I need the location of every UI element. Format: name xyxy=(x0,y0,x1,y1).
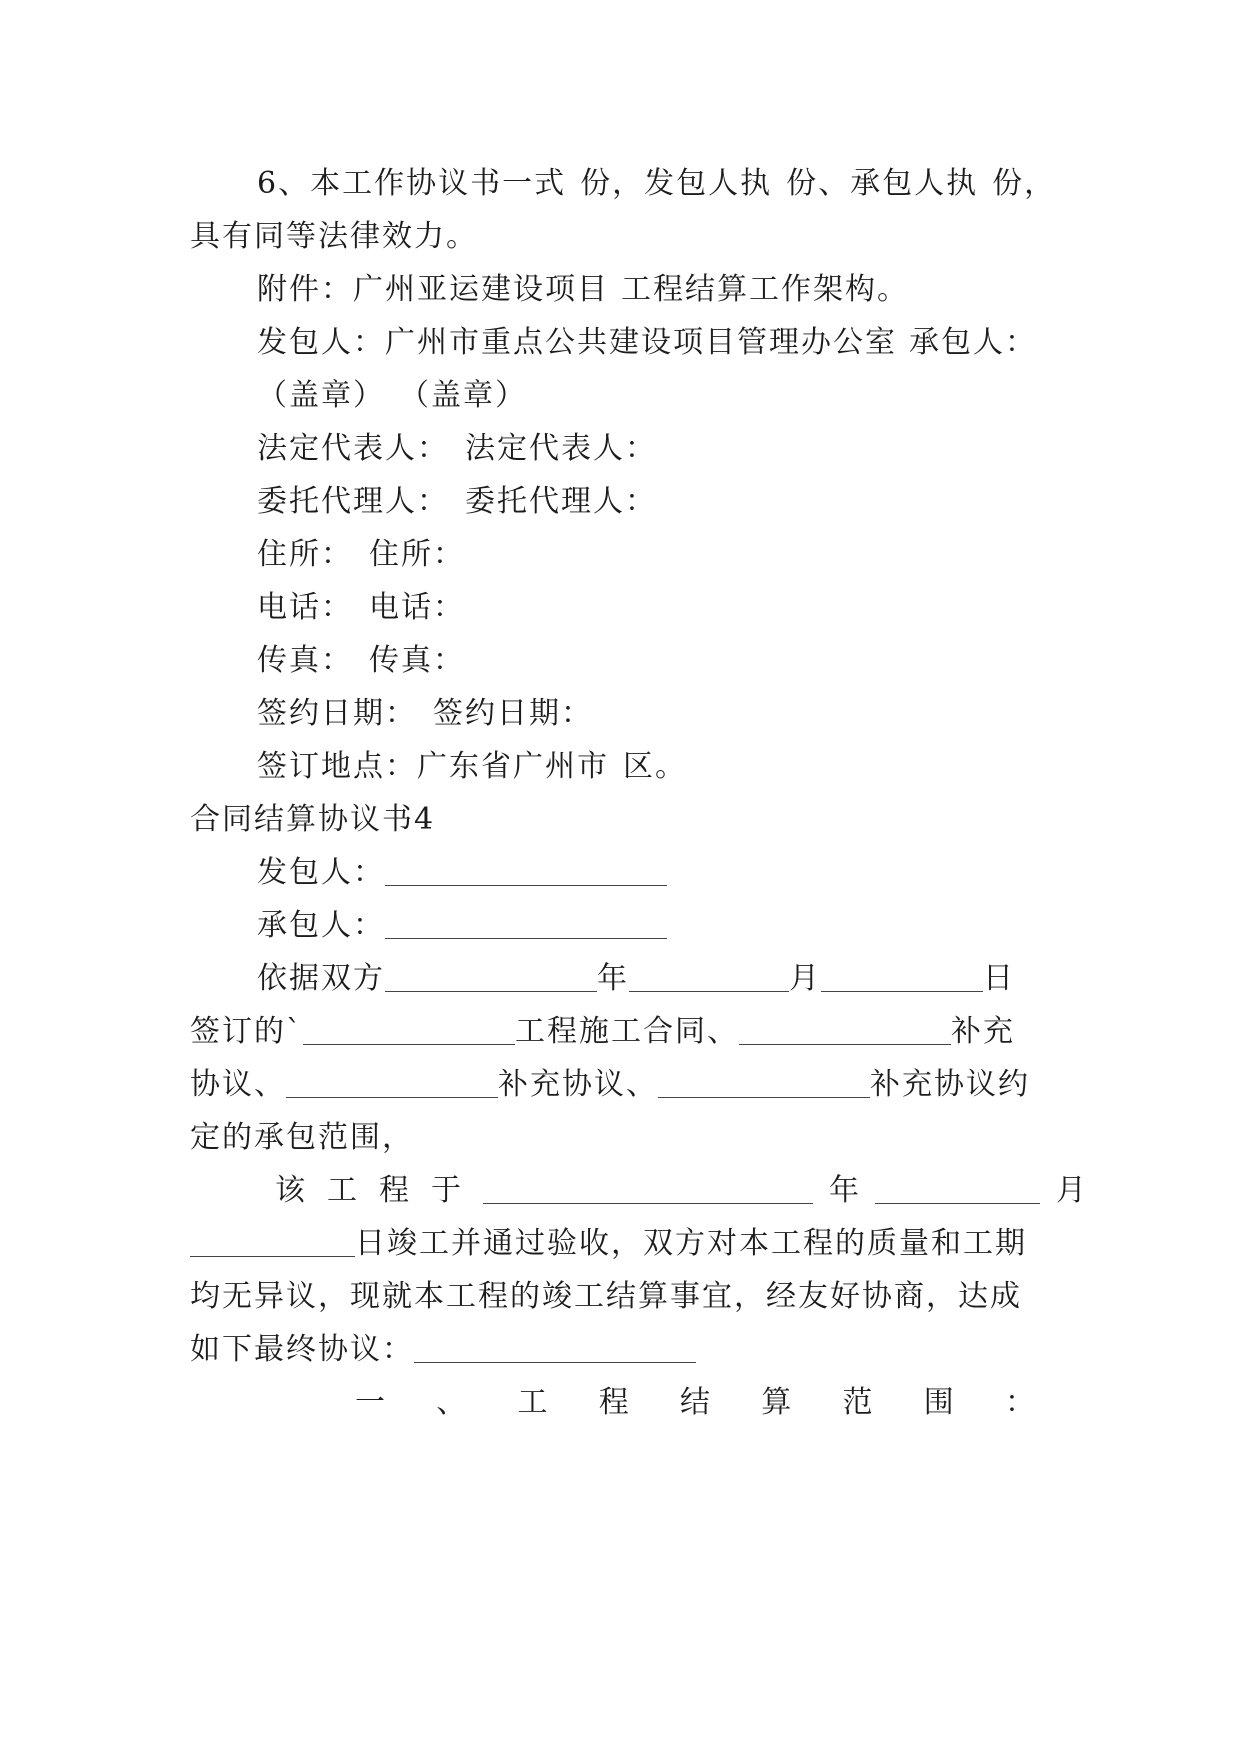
text-segment: 日竣工并通过验收，双方对本工程的质量和工期 xyxy=(355,1226,1027,1261)
text-segment: 签订地点：广东省广州市 xyxy=(257,749,609,784)
text-segment: 工程结算工作架构。 xyxy=(621,272,909,307)
text-segment: 委托代理人： xyxy=(465,484,657,519)
basis-line-4: 定的承包范围， xyxy=(190,1120,414,1155)
completion-year-blank xyxy=(483,1173,813,1204)
month-blank xyxy=(629,961,789,992)
text-segment: 附件：广州亚运建设项目 xyxy=(257,272,609,307)
contractor-blank xyxy=(385,908,667,939)
employer-label: 发包人： xyxy=(257,855,385,890)
settlement-scope-heading xyxy=(355,1383,1035,1423)
text-segment: 法定代表人： xyxy=(465,431,657,466)
heading-char: 结 xyxy=(680,1385,710,1420)
text-segment: 月 xyxy=(1056,1173,1086,1208)
text-segment: 法定代表人： xyxy=(257,431,449,466)
seal-label: （盖章） xyxy=(399,378,527,413)
year-blank xyxy=(385,961,597,992)
text-segment: 住所： xyxy=(369,537,465,572)
text-segment: 年 xyxy=(597,961,629,996)
text-segment: 年 xyxy=(829,1173,859,1208)
heading-char: 一 xyxy=(355,1385,385,1420)
seal-label: （盖章） xyxy=(257,378,385,413)
fax-line xyxy=(257,641,1057,681)
contract-blank xyxy=(303,1014,515,1045)
text-segment: 于 xyxy=(431,1173,461,1208)
basis-line-3 xyxy=(190,1065,1060,1105)
text-segment: 电话： xyxy=(369,590,465,625)
text-segment: 月 xyxy=(789,961,821,996)
day-blank xyxy=(821,961,983,992)
heading-char: ： xyxy=(1005,1385,1035,1420)
legal-rep-line xyxy=(257,429,1057,469)
text-segment: 6、本工作协议书一式 xyxy=(257,166,567,201)
completion-day-blank xyxy=(190,1226,355,1257)
signing-place-line xyxy=(257,747,1057,787)
text-segment: 电话： xyxy=(257,590,353,625)
text-segment: 程 xyxy=(379,1173,409,1208)
completion-month-blank xyxy=(875,1173,1040,1204)
text-segment: 签约日期： xyxy=(433,696,593,731)
contractor-label: 承包人： xyxy=(257,908,385,943)
text-segment: 委托代理人： xyxy=(257,484,449,519)
contractor-field-line xyxy=(257,906,1057,946)
section-heading: 合同结算协议书4 xyxy=(190,802,436,837)
supplement-blank xyxy=(739,1014,951,1045)
text-segment: 区。 xyxy=(623,749,687,784)
text-segment: 日 xyxy=(983,961,1015,996)
completion-line-3: 均无异议，现就本工程的竣工结算事宜，经友好协商，达成 xyxy=(190,1279,1022,1314)
phone-line xyxy=(257,588,1057,628)
text-segment: 该 xyxy=(275,1173,305,1208)
attachment-line xyxy=(257,270,1057,310)
text-segment: 补充协议约 xyxy=(870,1067,1030,1102)
text-segment: 份、承包人执 xyxy=(786,166,979,201)
supplement-blank xyxy=(286,1067,498,1098)
heading-char: 、 xyxy=(436,1385,467,1420)
text-segment: 如下最终协议： xyxy=(190,1332,414,1367)
employer-name: 发包人：广州市重点公共建设项目管理办公室 xyxy=(257,325,897,360)
heading-char: 工 xyxy=(517,1385,548,1420)
basis-line-1 xyxy=(257,959,1057,999)
heading-char: 算 xyxy=(761,1385,792,1420)
text-segment: 传真： xyxy=(369,643,465,678)
employer-blank xyxy=(385,855,667,886)
text-segment: 协议、 xyxy=(190,1067,286,1102)
completion-line-4 xyxy=(190,1330,1060,1370)
text-segment: 签订的` xyxy=(190,1014,303,1049)
text-segment: 依据双方 xyxy=(257,961,385,996)
basis-line-2 xyxy=(190,1012,1060,1052)
heading-char: 围 xyxy=(923,1385,954,1420)
text-segment: 传真： xyxy=(257,643,353,678)
signing-date-line xyxy=(257,694,1057,734)
seal-line xyxy=(257,376,1057,416)
heading-char: 范 xyxy=(842,1385,873,1420)
text-segment: 工 xyxy=(327,1173,357,1208)
contractor-label: 承包人： xyxy=(909,325,1037,360)
text-segment: 住所： xyxy=(257,537,353,572)
text-segment: 签约日期： xyxy=(257,696,417,731)
supplement-blank xyxy=(658,1067,870,1098)
agreement-blank xyxy=(414,1332,696,1363)
agent-line xyxy=(257,482,1057,522)
employer-field-line xyxy=(257,853,1057,893)
parties-line xyxy=(257,323,1057,363)
text-segment: 补充 xyxy=(951,1014,1015,1049)
address-line xyxy=(257,535,1057,575)
text-segment: 份，发包人执 xyxy=(580,166,773,201)
completion-line-1 xyxy=(275,1171,1086,1211)
heading-char: 程 xyxy=(598,1385,629,1420)
completion-line-2 xyxy=(190,1224,1060,1264)
clause-6-line-2: 具有同等法律效力。 xyxy=(190,219,478,254)
text-segment: 份， xyxy=(992,166,1057,201)
text-segment: 工程施工合同、 xyxy=(515,1014,739,1049)
clause-6-line-1 xyxy=(257,164,1057,204)
text-segment: 补充协议、 xyxy=(498,1067,658,1102)
